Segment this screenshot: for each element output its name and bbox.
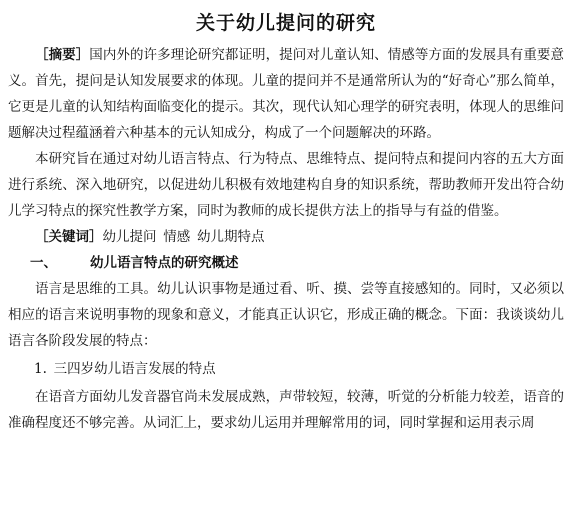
subsection-number: 1.	[34, 361, 47, 377]
keyword-item: 幼儿期特点	[197, 229, 265, 245]
abstract-paragraph	[8, 42, 564, 146]
document-body	[8, 42, 564, 436]
keywords-line	[8, 224, 564, 250]
document-title: 关于幼儿提问的研究	[195, 12, 376, 34]
subsection-heading	[8, 356, 564, 382]
subsection-paragraph: 在语音方面幼儿发音器官尚未发展成熟，声带较短，较薄，听觉的分析能力较差，语音的准确程度还不够完善。从词汇上，要求幼儿运用并理解常用的词，同时掌握和运用表示周	[8, 389, 564, 431]
subsection-heading-text: 三四岁幼儿语言发展的特点	[53, 361, 216, 377]
keywords-label: ［关键词］	[35, 229, 103, 245]
keyword-item: 幼儿提问	[102, 229, 157, 245]
section-heading-text: 幼儿语言特点的研究概述	[90, 255, 239, 271]
abstract-label: ［摘要］	[35, 47, 90, 63]
keyword-item: 情感	[163, 229, 191, 245]
section-paragraph: 语言是思维的工具。幼儿认识事物是通过看、听、摸、尝等直接感知的。同时，又必须以相应的语言来说明事物的现象和意义，才能真正认识它，形成正确的概念。下面：我谈谈幼儿语言各阶段发展的特点：	[8, 281, 564, 349]
section-heading	[8, 250, 564, 276]
abstract-text: 国内外的许多理论研究都证明，提问对儿童认知、情感等方面的发展具有重要意义。首先，提问是认知发展要求的体现。儿童的提问并不是通常所认为的“好奇心”那么简单，它更是儿童的认知结构面临变化的提示。其次，现代认知心理学的研究表明，体现人的思维问题解决过程蕴涵着六种基本的元认知成分，构成了一个问题解决的环路。	[8, 47, 565, 141]
section-number: 一、	[30, 255, 57, 271]
intro-paragraph: 本研究旨在通过对幼儿语言特点、行为特点、思维特点、提问特点和提问内容的五大方面进行系统、深入地研究，以促进幼儿积极有效地建构自身的知识系统，帮助教师开发出符合幼儿学习特点的探究性教学方案，同时为教师的成长提供方法上的指导与有益的借鉴。	[8, 151, 564, 219]
